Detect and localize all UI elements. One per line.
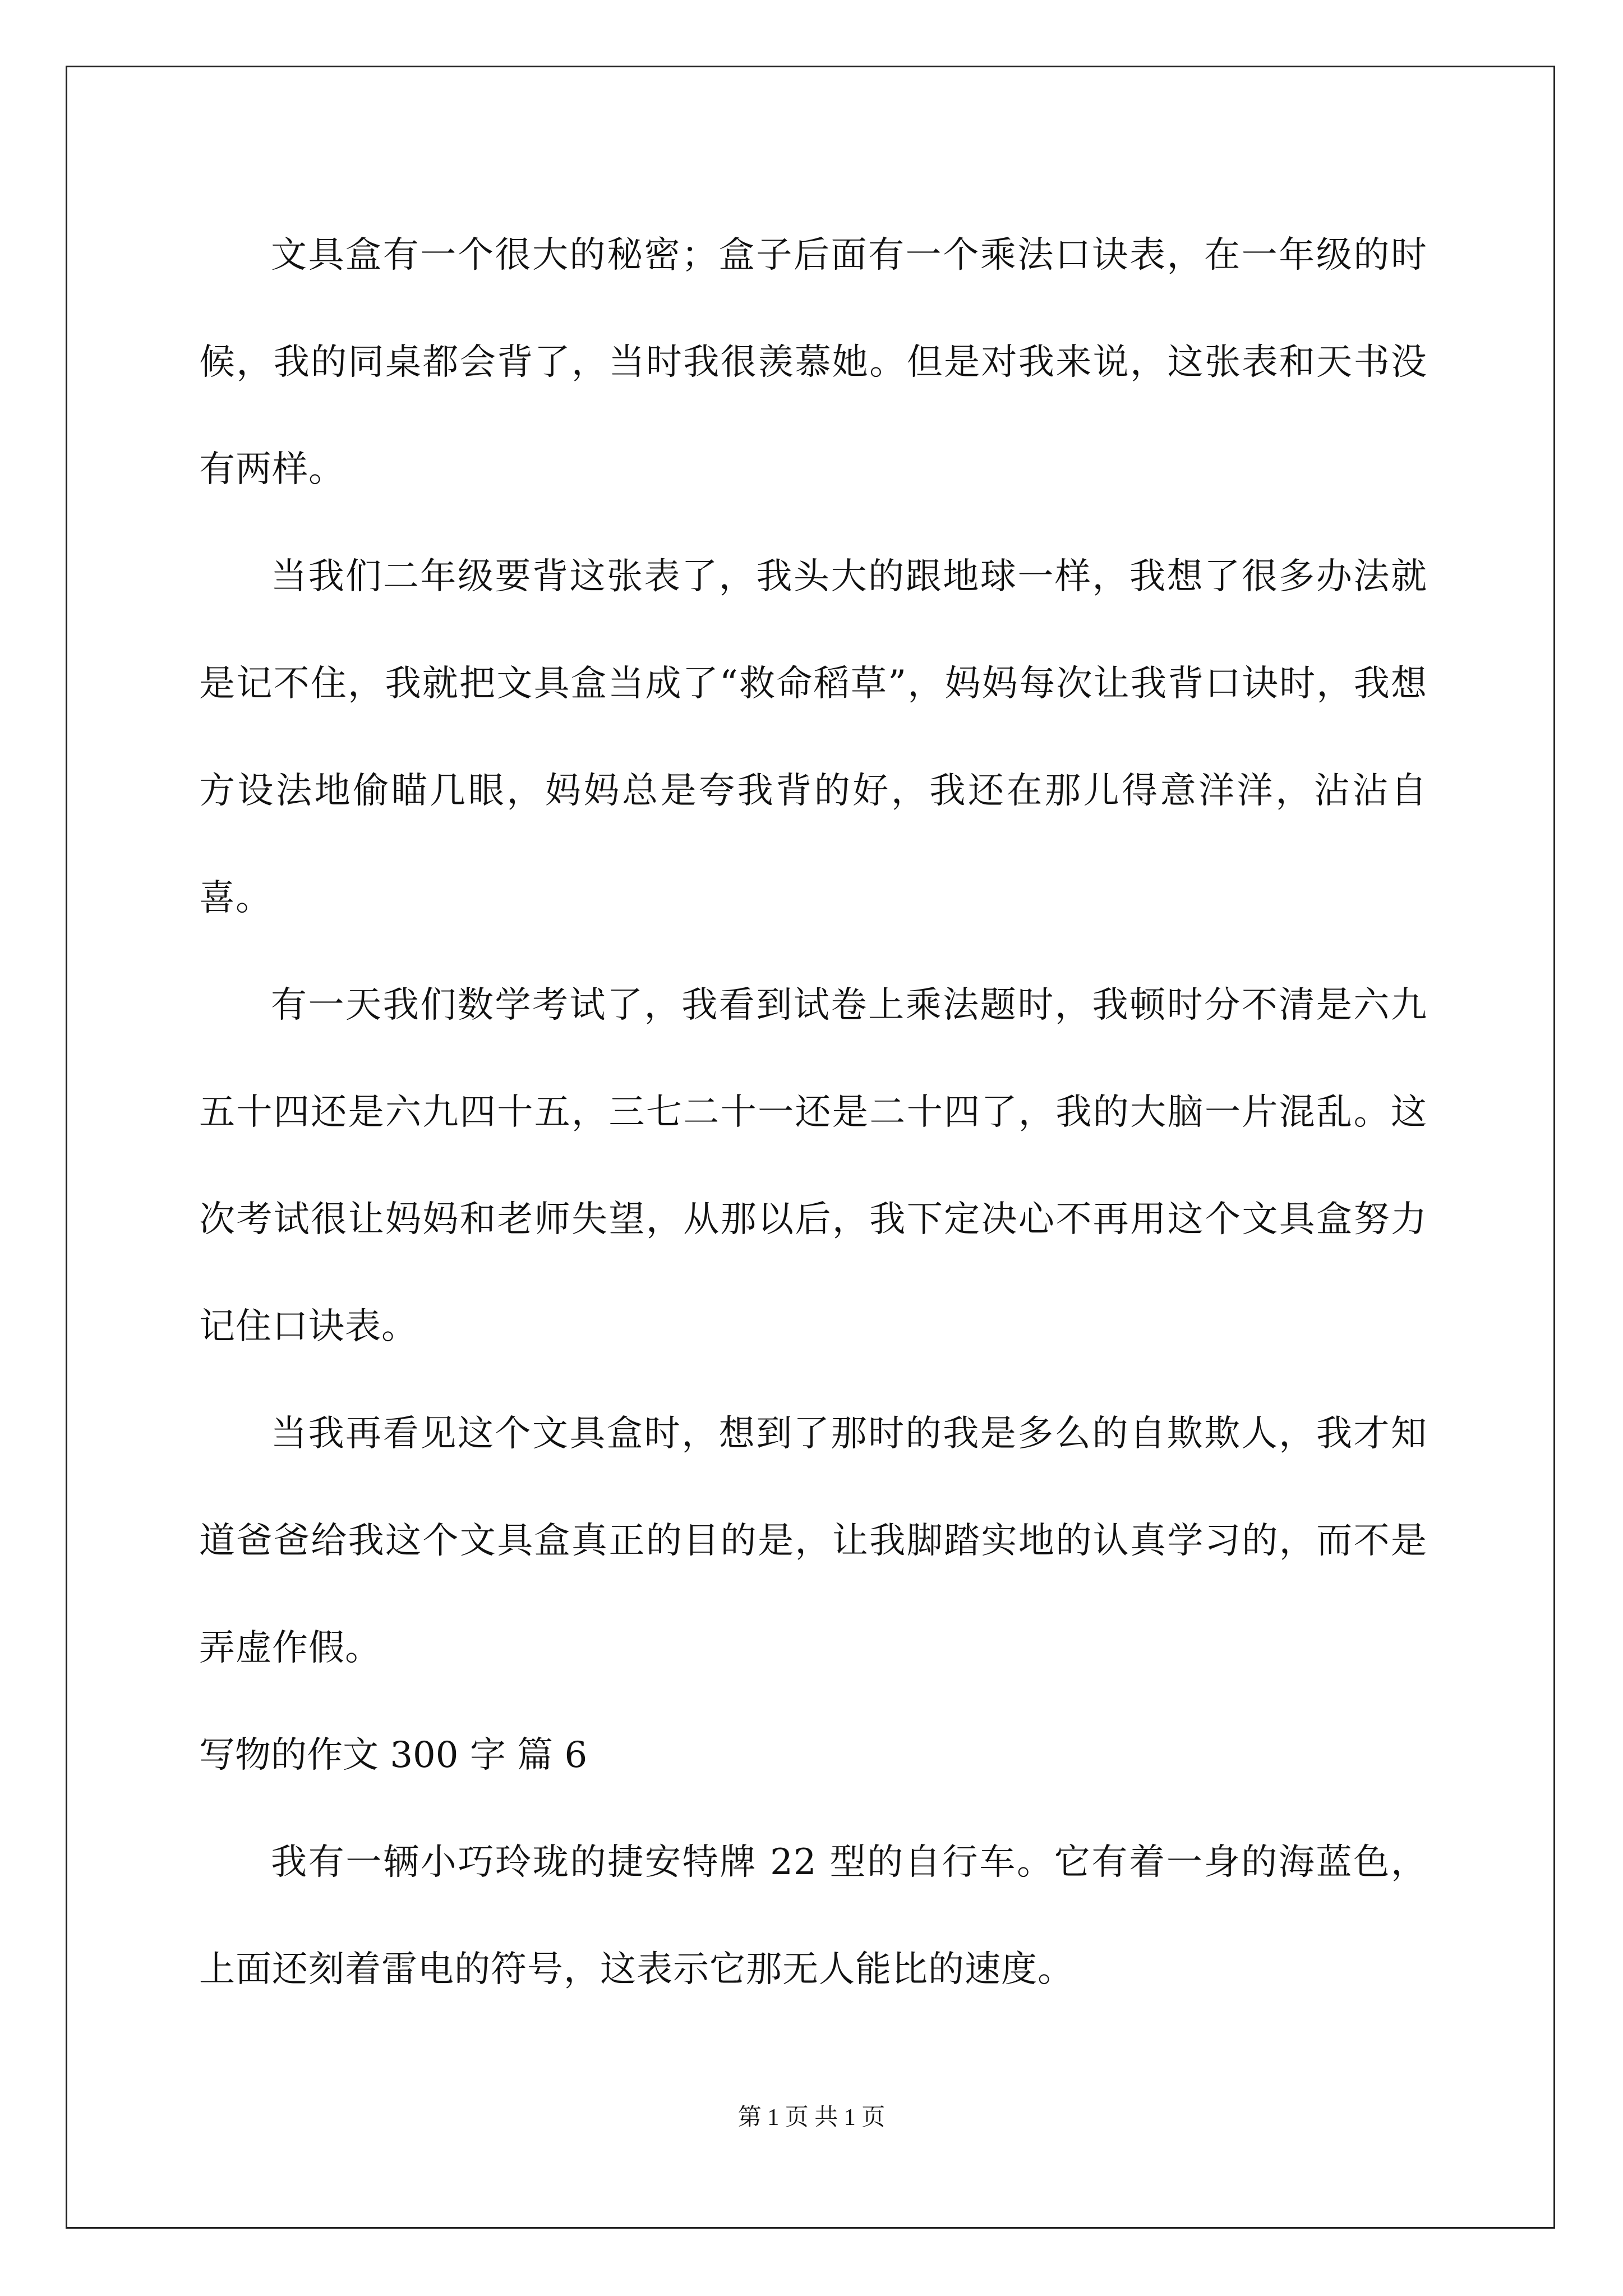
paragraph: 当我再看见这个文具盒时，想到了那时的我是多么的自欺欺人，我才知道爸爸给我这个文具盒真正的目的是，让我脚踏实地的认真学习的，而不是弄虚作假。 xyxy=(199,1413,1427,1669)
page-footer: 第 1 页 共 1 页 xyxy=(737,2105,886,2131)
paragraph: 我有一辆小巧玲珑的捷安特牌 22 型的自行车。它有着一身的海蓝色，上面还刻着雷电的符号，这表示它那无人能比的速度。 xyxy=(199,1842,1427,1990)
section-heading: 写物的作文 300 字 篇 6 xyxy=(199,1734,588,1776)
paragraph: 有一天我们数学考试了，我看到试卷上乘法题时，我顿时分不清是六九五十四还是六九四十五，三七二十一还是二十四了，我的大脑一片混乱。这次考试很让妈妈和老师失望，从那以后，我下定决心不再用这个文具盒努力记住口诀表。 xyxy=(199,984,1427,1347)
paragraph: 文具盒有一个很大的秘密；盒子后面有一个乘法口诀表，在一年级的时候，我的同桌都会背了，当时我很羡慕她。但是对我来说，这张表和天书没有两样。 xyxy=(199,234,1427,490)
paragraph: 当我们二年级要背这张表了，我头大的跟地球一样，我想了很多办法就是记不住，我就把文具盒当成了“救命稻草”，妈妈每次让我背口诀时，我想方设法地偷瞄几眼，妈妈总是夸我背的好，我还在那儿得意洋洋，沾沾自喜。 xyxy=(199,556,1427,919)
document-body xyxy=(199,202,1427,2023)
